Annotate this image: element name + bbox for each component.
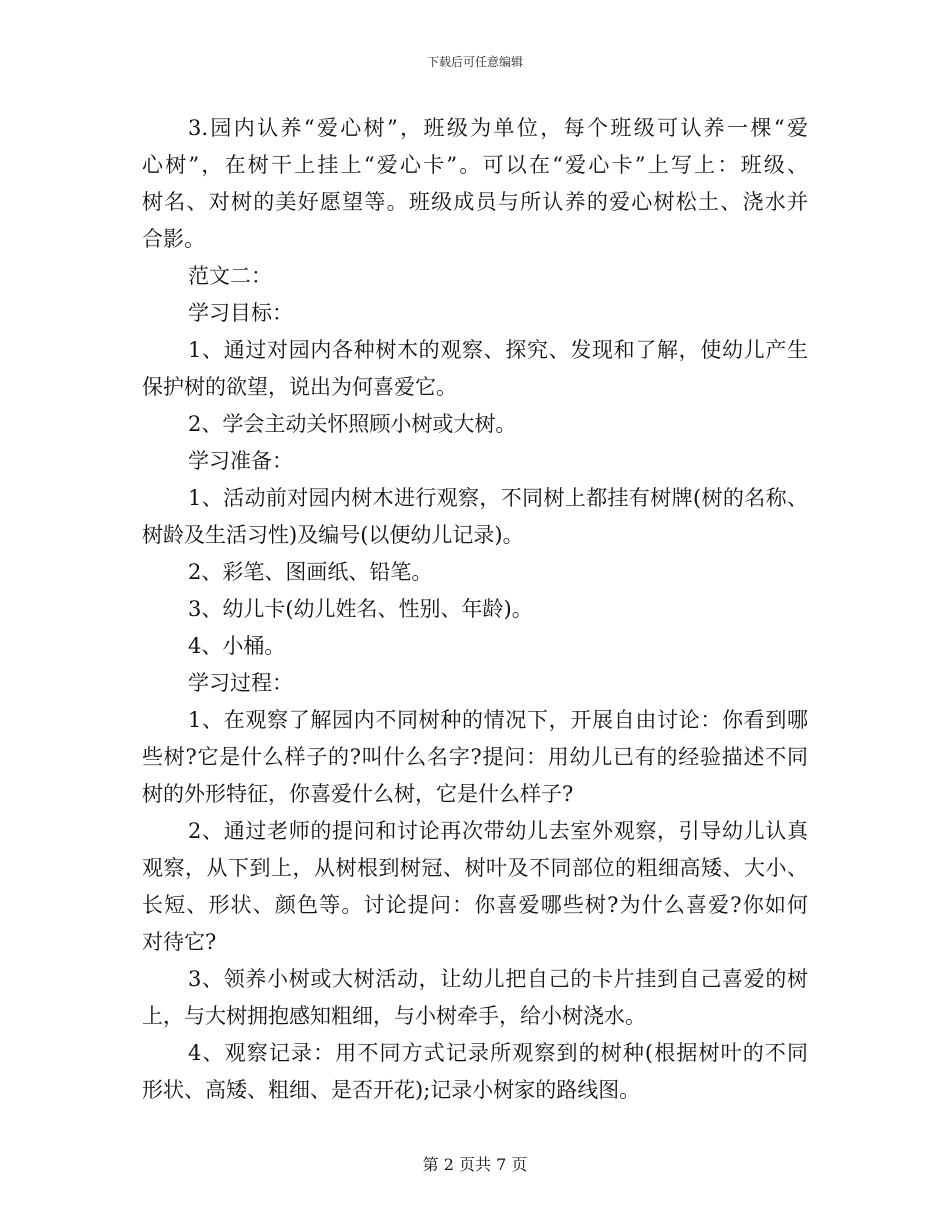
text-line: 2、通过老师的提问和讨论再次带幼儿去室外观察，引导幼儿认真 (188, 819, 808, 843)
text-line: 合影。 (142, 227, 205, 251)
text-line: 树的外形特征，你喜爱什么树，它是什么样子? (142, 782, 574, 806)
text-line: 形状、高矮、粗细、是否开花);记录小树家的路线图。 (142, 1078, 641, 1102)
text-line: 3.园内认养“爱心树”，班级为单位，每个班级可认养一棵“爱 (188, 116, 808, 140)
text-line: 树名、对树的美好愿望等。班级成员与所认养的爱心树松土、浇水并 (142, 190, 808, 214)
text-line: 学习目标： (188, 301, 293, 325)
text-line: 4、小桶。 (188, 634, 286, 658)
section-heading (142, 258, 808, 295)
text-line: 范文二： (188, 264, 272, 288)
text-line: 心树”，在树干上挂上“爱心卡”。可以在“爱心卡”上写上：班级、 (142, 153, 808, 177)
text-line: 观察，从下到上，从树根到树冠、树叶及不同部位的粗细高矮、大小、 (142, 856, 808, 880)
list-item (142, 628, 808, 665)
page-number-footer: 第 2 页共 7 页 (422, 1155, 528, 1174)
text-line: 2、学会主动关怀照顾小树或大树。 (188, 412, 517, 436)
subsection-heading (142, 665, 808, 702)
list-item (142, 1035, 808, 1109)
paragraph-adopt-tree (142, 110, 808, 258)
text-line: 3、幼儿卡(幼儿姓名、性别、年龄)。 (188, 597, 533, 621)
text-line: 树龄及生活习性)及编号(以便幼儿记录)。 (142, 523, 524, 547)
text-line: 些树?它是什么样子的?叫什么名字?提问：用幼儿已有的经验描述不同 (142, 745, 808, 769)
list-item (142, 813, 808, 961)
text-line: 学习过程： (188, 671, 293, 695)
list-item (142, 591, 808, 628)
text-line: 学习准备： (188, 449, 293, 473)
list-item (142, 961, 808, 1035)
subsection-heading (142, 443, 808, 480)
text-line: 1、通过对园内各种树木的观察、探究、发现和了解，使幼儿产生 (188, 338, 808, 362)
list-item (142, 406, 808, 443)
text-line: 4、观察记录：用不同方式记录所观察到的树种(根据树叶的不同 (188, 1041, 808, 1065)
subsection-heading (142, 295, 808, 332)
list-item (142, 702, 808, 813)
text-line: 1、活动前对园内树木进行观察，不同树上都挂有树牌(树的名称、 (188, 486, 808, 510)
text-line: 2、彩笔、图画纸、铅笔。 (188, 560, 433, 584)
page-header: 下载后可任意编辑 (426, 55, 523, 69)
document-body (142, 110, 808, 1109)
list-item (142, 554, 808, 591)
text-line: 对待它? (142, 930, 217, 954)
text-line: 3、领养小树或大树活动，让幼儿把自己的卡片挂到自己喜爱的树 (188, 967, 808, 991)
list-item (142, 480, 808, 554)
text-line: 长短、形状、颜色等。讨论提问：你喜爱哪些树?为什么喜爱?你如何 (142, 893, 808, 917)
text-line: 保护树的欲望，说出为何喜爱它。 (142, 375, 457, 399)
text-line: 1、在观察了解园内不同树种的情况下，开展自由讨论：你看到哪 (188, 708, 808, 732)
text-line: 上，与大树拥抱感知粗细，与小树牵手，给小树浇水。 (142, 1004, 646, 1028)
list-item (142, 332, 808, 406)
